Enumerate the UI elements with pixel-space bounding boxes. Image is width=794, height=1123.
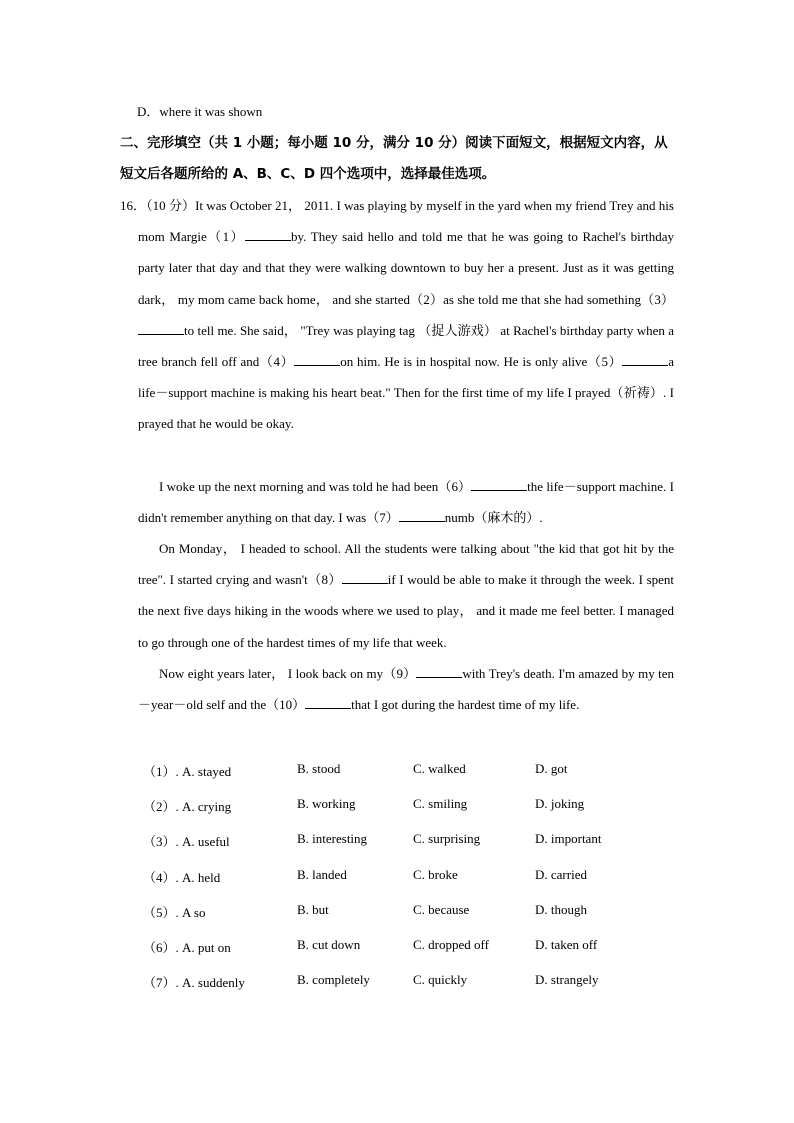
option-b[interactable]: B. cut down — [297, 936, 361, 952]
option-b[interactable]: B. completely — [297, 972, 370, 988]
option-c[interactable]: C. surprising — [413, 831, 481, 847]
blank-1 — [245, 229, 291, 241]
blank-6 — [471, 479, 527, 491]
passage-paragraph-1: 16．（10 分）It was October 21， 2011. I was playing by myself in the yard when my friend Trey and his mom Margie（1） by. They said hello and told me that he was going to Rachel's birthday party later that day and that they were walking downtown to buy her a present. Just as it was getting dark， my mom came back home， and she started（2）as she told me that she had something（3）to tell me. She said， "Trey was playing tag （捉人游戏） at Rachel's birthday party when a tree branch fell off and（4） on him. He is in hospital now. He is only alive（5） a life－support machine is making his heart beat." Then for the first time of my life I prayed（祈祷）. I prayed that he would be okay. — [120, 198, 675, 432]
option-a[interactable]: （2）. A. crying — [143, 799, 232, 815]
option-row — [143, 898, 683, 933]
blank-4 — [294, 354, 340, 366]
passage-paragraph-4: Now eight years later， I look back on my（9） with Trey's death. I'm amazed by my ten－year－old self and the（10） that I got during the hardest time of my life. — [138, 666, 675, 713]
option-d[interactable]: D. though — [535, 901, 587, 917]
option-c[interactable]: C. walked — [413, 761, 466, 776]
option-a[interactable]: （6）. A. put on — [143, 939, 231, 955]
question-number: 16．（10 分） — [120, 198, 196, 213]
option-b[interactable]: B. landed — [297, 866, 347, 882]
option-d[interactable]: D. got — [535, 761, 568, 776]
option-a[interactable]: （1）. A. stayed — [143, 764, 232, 779]
previous-option-d: D．where it was shown — [137, 104, 263, 119]
blank-7 — [399, 510, 445, 522]
option-c[interactable]: C. broke — [413, 866, 458, 882]
option-d[interactable]: D. strangely — [535, 972, 599, 988]
blank-5 — [622, 354, 668, 366]
option-d[interactable]: D. joking — [535, 796, 585, 812]
option-row — [143, 827, 683, 862]
option-a[interactable]: （5）. A so — [143, 904, 206, 920]
option-c[interactable]: C. dropped off — [413, 936, 489, 952]
option-c[interactable]: C. because — [413, 901, 470, 917]
option-a[interactable]: （3）. A. useful — [143, 834, 230, 850]
option-c[interactable]: C. quickly — [413, 972, 468, 988]
option-b[interactable]: B. interesting — [297, 831, 368, 847]
option-d[interactable]: D. taken off — [535, 936, 598, 952]
option-d[interactable]: D. carried — [535, 866, 587, 882]
option-row — [143, 933, 683, 968]
answer-options — [143, 757, 683, 1003]
option-row — [143, 757, 683, 792]
option-row — [143, 792, 683, 827]
option-b[interactable]: B. but — [297, 901, 329, 917]
blank-3 — [138, 323, 184, 335]
option-c[interactable]: C. smiling — [413, 796, 468, 812]
option-d[interactable]: D. important — [535, 831, 602, 847]
option-a[interactable]: （4）. A. held — [143, 869, 221, 885]
option-b[interactable]: B. working — [297, 796, 356, 812]
passage-paragraph-3: On Monday， I headed to school. All the students were talking about "the kid that got hit by the tree". I started crying and wasn't（8） if I would be able to make it through the week. I spent the next five days hiking in the woods where we used to play， and it made me feel better. I managed to go through one of the hardest times of my life that week. — [138, 541, 675, 650]
blank-9 — [416, 666, 462, 678]
passage-paragraph-2: I woke up the next morning and was told he had been（6） the life－support machine. I didn't remember anything on that day. I was（7） numb（麻木的）. — [138, 479, 674, 526]
blank-8 — [342, 572, 388, 584]
option-row — [143, 968, 683, 1003]
option-row — [143, 863, 683, 898]
blank-10 — [305, 697, 351, 709]
option-a[interactable]: （7）. A. suddenly — [143, 975, 245, 991]
section-heading: 二、完形填空（共 1 小题；每小题 10 分，满分 10 分）阅读下面短文，根据短文内容，从短文后各题所给的 A、B、C、D 四个选项中，选择最佳选项。 — [120, 135, 668, 182]
option-b[interactable]: B. stood — [297, 761, 341, 776]
